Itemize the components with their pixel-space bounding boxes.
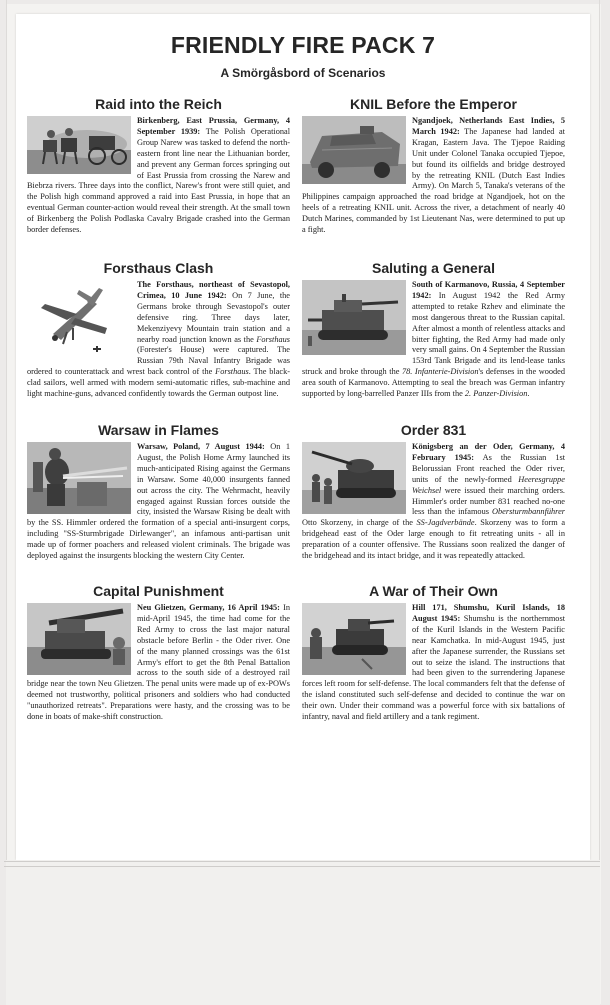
scenario-title: KNIL Before the Emperor [350, 96, 517, 112]
sleeve-edge [599, 0, 600, 1005]
scenario-warsaw-in-flames [27, 422, 290, 562]
scenario-title: Raid into the Reich [95, 96, 222, 112]
scenario-text: Königsberg an der Oder, Germany, 4 February 1945: As the Russian 1st Belorussian Front reached the Oder river, units of the newly-formed Heeresgruppe Weichsel were issued their marching orders. Himmler's order number 831 reached no-one less than the infamous Obersturmbannführer Otto Skorzeny, in charge of the SS-Jagdverbände. Skorzeny was to form a bridgehead east of the Oder large enough to fit retreating units - all in preparation of a counter offensive. The Russians soon realized the danger of the bridgehead and its intact bridge, and it was repeatedly attacked. [302, 442, 566, 561]
scenario-knil-before-the-emperor [302, 96, 565, 236]
scenario-title: Saluting a General [372, 260, 495, 276]
scenario-order-831 [302, 422, 565, 562]
armored-car-photo [302, 116, 406, 184]
scenario-text: Neu Glietzen, Germany, 16 April 1945: In mid-April 1945, the time had come for the Red Army to cross the last major natural obstacle before Berlin - the Oder river. One of the many planned crossings was the 61st Army's effort to get the 8th Penal Battalion across to the south side of a destroyed rail bridge near the town Neu Glietzen. The penal units were made up of ex-POWs deemed not trustworthy, political prisoners and soldiers who had conducted "unauthorized retreats". Preparations were hasty, and the crossing was to be done in boats of make-shift construction. [27, 603, 290, 722]
scenario-text: Ngandjoek, Netherlands East Indies, 5 March 1942: The Japanese had landed at Kragan, Eastern Java. The Tjepoe Raiding Unit under Colonel Tanaka occupied Tjepoe, but found its oilfields and bridge destroyed by the retreating KNIL (Dutch East Indies Army). On March 5, Tanaka's veterans of the Philippines campaign approached the road bridge at Ngandjoek, hot on the heels of a retreating KNIL unit. Across the river, a detachment of nearly 40 Dutch Marines, commanded by 1st Lieutenant Nas, were determined to put up a fight. [302, 116, 565, 235]
scenario-title: A War of Their Own [369, 583, 498, 599]
horse-artillery-photo [27, 116, 131, 174]
wrecked-vehicle-photo [27, 603, 131, 675]
scenario-forsthaus-clash [27, 260, 290, 400]
m3-lee-tank-photo [302, 280, 406, 355]
sleeve-bottom [6, 860, 600, 1005]
flamethrower-soldier-photo [27, 442, 131, 514]
sleeve-fold-line [4, 866, 600, 867]
document-page [16, 14, 590, 860]
sleeve-fold-line [4, 861, 600, 862]
scenario-text: Warsaw, Poland, 7 August 1944: On 1 August, the Polish Home Army launched its much-anticipated Rising against the Germans in Warsaw. Some 40,000 insurgents fanned out across the city. The Wehrmacht, heavily engaged against Russian forces outside the city, insisted the Warsaw Rising be dealt with by the SS. Himmler ordered the formation of a special anti-insurgent corps, including "SS-Sturmbrigade Dirlewanger", an infamous anti-partisan unit made up of former poachers and released violent criminals. The brigade was deployed against the insurgents blocking the western City Center. [27, 442, 290, 561]
t34-tank-photo [302, 442, 406, 514]
scenario-raid-into-the-reich [27, 96, 290, 236]
scenario-title: Warsaw in Flames [98, 422, 219, 438]
scenario-text: The Forsthaus, northeast of Sevastopol, Crimea, 10 June 1942: On 7 June, the Germans broke through Sevastopol's outer defensive ring. Three days later, Mekenziyevy Mountain train station and a nearby road junction known as the Forsthaus (Forester's House) were captured. The Russian 79th Naval Infantry Brigade was ordered to counterattack and wrest back control of the Forsthaus. The black-clad sailors, well armed with modern semi-automatic rifles, sub-machine and light machine-guns, advanced confidently towards the German outpost line. [27, 280, 290, 399]
sleeve-edge [6, 0, 7, 1005]
scenario-saluting-a-general [302, 260, 565, 400]
scenario-text: Birkenberg, East Prussia, Germany, 4 September 1939: The Polish Operational Group Narew was tasked to defend the north-eastern front line near the Lithuanian border, and prevent any German forces springing out of East Prussia from crossing the Narew and Biebrza rivers. Three days into the conflict, Narew's front were still quiet, and the Polish high command approved a raid into East Prussia, in hope that an eventual German counter-action would reveal their strength. At the small town of Birkenberg the Polish Podlaska Cavalry Brigade crashed into the German border defenses. [27, 116, 291, 235]
scenario-a-war-of-their-own [302, 583, 565, 723]
japanese-tank-photo [302, 603, 406, 675]
scenario-title: Order 831 [400, 422, 467, 438]
dive-bomber-illustration [27, 280, 131, 355]
page-title: FRIENDLY FIRE PACK 7 [170, 32, 436, 58]
page-subtitle: A Smörgåsbord of Scenarios [220, 66, 386, 80]
scenario-title: Forsthaus Clash [103, 260, 214, 276]
scenario-capital-punishment [27, 583, 290, 723]
scenario-text: Hill 171, Shumshu, Kuril Islands, 18 August 1945: Shumshu is the northernmost of the Kuril Islands in the Western Pacific near Kamchatka. In mid-August 1945, just after the Japanese surrender, the Russians set out to seize the island. The instructions that had been given to the surrendering Japanese forces left room for self-defense. The local commanders felt that the defense of the island constituted such self-defense and decided to continue the war on their own. Under their command was a powerful force with six battalions of infantry, naval and field artillery and a tank regiment. [302, 603, 565, 722]
scenario-title: Capital Punishment [93, 583, 224, 599]
scenario-text: South of Karmanovo, Russia, 4 September 1942: In August 1942 the Red Army attempted to retake Rzhev and eliminate the most dangerous threat to the Russian capital. After almost a month of relentless attacks and bitter fighting, the Red Army had made only very small gains. On 4 September the Russian 153rd Tank Brigade and its lend-lease tanks struck and broke through the 78. Infanterie-Division's defenses in the wooded area south of Karmanovo. Attempting to seal the breach was German infantry supported by long-barrelled Panzer IIIs from the 2. Panzer-Division. [302, 280, 566, 399]
